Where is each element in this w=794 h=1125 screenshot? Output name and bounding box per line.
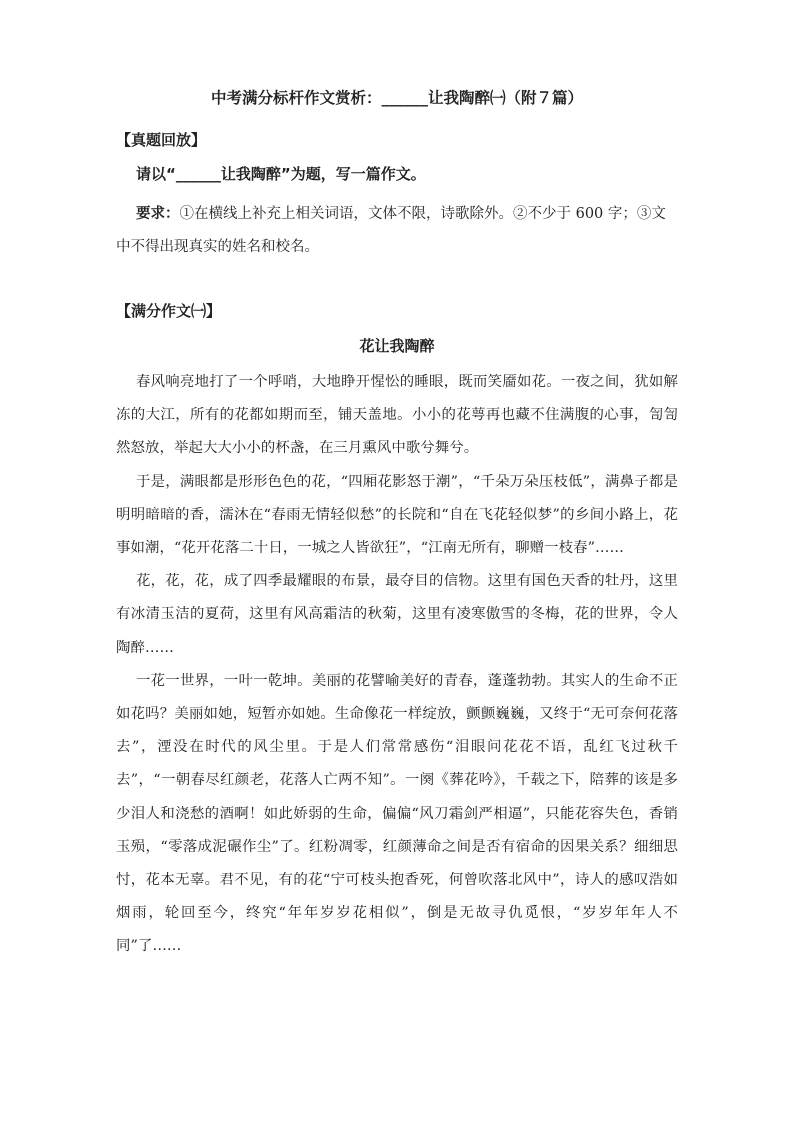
essay-prompt: 请以“______让我陶醉”为题，写一篇作文。	[136, 165, 426, 183]
essay-title: 花让我陶醉	[359, 337, 435, 355]
essay-paragraph: 花，花，花，成了四季最耀眼的布景，最夺目的信物。这里有国色天香的牡丹，这里有冰清玉洁的夏荷，这里有风高霜洁的秋菊，这里有凌寒傲雪的冬梅，花的世界，令人陶醉……	[116, 573, 678, 656]
requirements-block	[116, 198, 676, 264]
requirements-text: ①在横线上补充上相关词语，文体不限，诗歌除外。②不少于 600 字；③文中不得出现真实的姓名和校名。	[116, 206, 666, 255]
essay-paragraph: 于是，满眼都是形形色色的花，“四厢花影怒于潮”，“千朵万朵压枝低”，满鼻子都是明明暗暗的香，濡沐在“春雨无情轻似愁”的长院和“自在飞花轻似梦”的乡间小路上，花事如潮，“花开花落二十日，一城之人皆欲狂”，“江南无所有，聊赠一枝春”……	[116, 473, 678, 557]
section-heading-full-mark: 【满分作文㈠】	[116, 302, 222, 320]
section-heading-real-question: 【真题回放】	[116, 131, 207, 149]
requirements-label: 要求：	[136, 206, 180, 222]
document-title: 中考满分标杆作文赏析：______让我陶醉㈠（附７篇）	[210, 89, 583, 107]
essay-paragraph: 一花一世界，一叶一乾坤。美丽的花譬喻美好的青春，蓬蓬勃勃。其实人的生命不正如花吗？美丽如她，短暂亦如她。生命像花一样绽放，颤颤巍巍，又终于“无可奈何花落去”，湮没在时代的风尘里。于是人们常常感伤“泪眼问花花不语，乱红飞过秋千去”，“一朝春尽红颜老，花落人亡两不知”。一阕《葬花吟》，千载之下，陪葬的该是多少泪人和浇愁的酒啊！如此娇弱的生命，偏偏“风刀霜剑严相逼”，只能花容失色，香销玉殒，“零落成泥碾作尘”了。红粉凋零，红颜薄命之间是否有宿命的因果关系？细细思忖，花本无辜。君不见，有的花“宁可枝头抱香死，何曾吹落北风中”，诗人的感叹浩如烟雨，轮回至今，终究“年年岁岁花相似”，倒是无故寻仇觅恨，“岁岁年年人不同”了……	[116, 672, 678, 955]
essay-body	[116, 366, 678, 964]
essay-paragraph: 春风响亮地打了一个呼哨，大地睁开惺忪的睡眼，既而笑靥如花。一夜之间，犹如解冻的大江，所有的花都如期而至，铺天盖地。小小的花萼再也藏不住满腹的心事，訇訇然怒放，举起大大小小的杯盏，在三月熏风中歌兮舞兮。	[116, 374, 678, 457]
